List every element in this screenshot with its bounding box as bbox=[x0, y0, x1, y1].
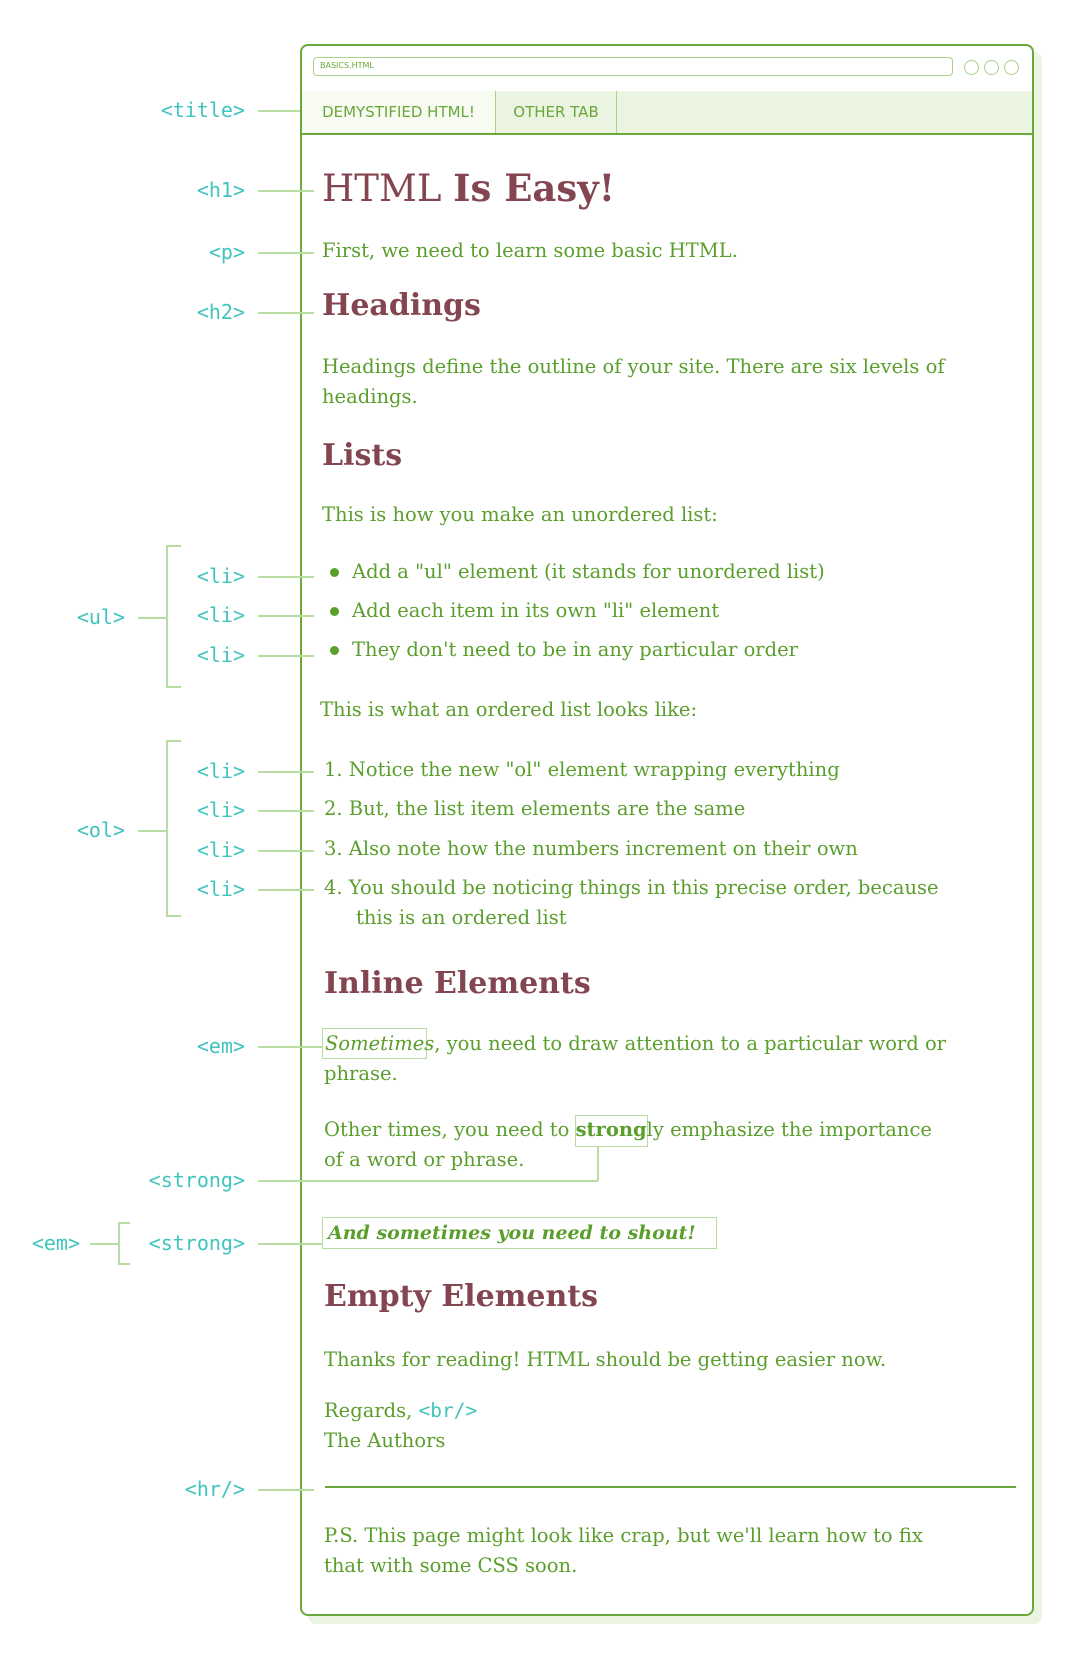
annotation-h1: <h1> bbox=[196, 178, 245, 202]
page-title-h1: HTML Is Easy! bbox=[322, 166, 615, 210]
connector-line bbox=[258, 110, 300, 112]
ul-bracket bbox=[166, 686, 181, 688]
em-bracket bbox=[118, 1263, 130, 1265]
ol-item-4: 4. You should be noticing things in this precise order, because bbox=[324, 876, 939, 899]
authors-text: The Authors bbox=[324, 1429, 446, 1452]
annotation-ul: <ul> bbox=[76, 605, 125, 629]
annotation-hr: <hr/> bbox=[184, 1477, 245, 1501]
ol-intro: This is what an ordered list looks like: bbox=[320, 698, 698, 721]
em-word: Sometimes bbox=[325, 1032, 435, 1055]
connector-line bbox=[597, 1147, 599, 1181]
annotation-li: <li> bbox=[196, 838, 245, 862]
annotation-li: <li> bbox=[196, 564, 245, 588]
annotation-li: <li> bbox=[196, 877, 245, 901]
url-bar[interactable]: BASICS.HTML bbox=[313, 57, 953, 76]
strong-pre: Other times, you need to bbox=[324, 1118, 576, 1141]
connector-line bbox=[258, 312, 314, 314]
annotation-em-outer: <em> bbox=[31, 1231, 80, 1255]
strong-paragraph-line1 bbox=[324, 1115, 932, 1145]
em-bracket bbox=[118, 1222, 130, 1224]
annotation-p: <p> bbox=[208, 240, 245, 264]
connector-line bbox=[258, 655, 314, 657]
heading-inline-elements: Inline Elements bbox=[324, 966, 591, 1001]
strong-paragraph-line2: of a word or phrase. bbox=[324, 1148, 525, 1171]
intro-paragraph: First, we need to learn some basic HTML. bbox=[322, 239, 738, 262]
minimize-circle-icon[interactable] bbox=[964, 60, 979, 75]
annotation-h2: <h2> bbox=[196, 300, 245, 324]
shout-text: And sometimes you need to shout! bbox=[328, 1222, 696, 1244]
connector-line bbox=[258, 1489, 314, 1491]
strong-post: ly emphasize the importance bbox=[646, 1118, 932, 1141]
annotation-strong-nested: <strong> bbox=[148, 1231, 245, 1255]
em-rest: , you need to draw attention to a particular word or bbox=[434, 1032, 947, 1055]
em-bracket bbox=[118, 1222, 120, 1264]
close-circle-icon[interactable] bbox=[1004, 60, 1019, 75]
thanks-text: Thanks for reading! HTML should be getting easier now. bbox=[324, 1348, 887, 1371]
ul-item-3: They don't need to be in any particular order bbox=[352, 638, 798, 661]
ps-line1: P.S. This page might look like crap, but we'll learn how to fix bbox=[324, 1524, 923, 1547]
connector-line bbox=[138, 830, 166, 832]
ol-item-4-continued: this is an ordered list bbox=[356, 906, 567, 929]
connector-line bbox=[258, 810, 314, 812]
annotation-em: <em> bbox=[196, 1034, 245, 1058]
connector-line bbox=[258, 1046, 322, 1048]
headings-text-line1: Headings define the outline of your site. There are six levels of bbox=[322, 355, 945, 378]
connector-line bbox=[258, 771, 314, 773]
annotation-li: <li> bbox=[196, 759, 245, 783]
connector-line bbox=[258, 1180, 598, 1182]
tab-bar bbox=[302, 91, 1032, 135]
ps-line2: that with some CSS soon. bbox=[324, 1554, 578, 1577]
tab-demystified-html[interactable]: DEMYSTIFIED HTML! bbox=[302, 91, 496, 133]
em-paragraph-line1 bbox=[325, 1029, 946, 1059]
ul-item-1: Add a "ul" element (it stands for unordered list) bbox=[352, 560, 825, 583]
annotation-li: <li> bbox=[196, 643, 245, 667]
bullet-icon bbox=[330, 607, 339, 616]
ul-bracket bbox=[166, 545, 181, 547]
connector-line bbox=[258, 850, 314, 852]
bullet-icon bbox=[330, 568, 339, 577]
ol-item-1: 1. Notice the new "ol" element wrapping everything bbox=[324, 758, 840, 781]
strong-word: strong bbox=[575, 1118, 647, 1141]
headings-text-line2: headings. bbox=[322, 385, 418, 408]
ol-item-3: 3. Also note how the numbers increment on their own bbox=[324, 837, 858, 860]
regards-text: Regards, bbox=[324, 1399, 413, 1422]
window-titlebar bbox=[302, 46, 1032, 93]
regards-line bbox=[324, 1396, 477, 1426]
ul-item-2: Add each item in its own "li" element bbox=[352, 599, 720, 622]
connector-line bbox=[258, 252, 314, 254]
tab-other[interactable]: OTHER TAB bbox=[496, 91, 617, 133]
annotation-li: <li> bbox=[196, 798, 245, 822]
connector-line bbox=[258, 615, 314, 617]
heading-empty-elements: Empty Elements bbox=[324, 1279, 599, 1314]
ol-item-2: 2. But, the list item elements are the same bbox=[324, 797, 746, 820]
heading-lists: Lists bbox=[322, 438, 403, 473]
annotation-strong: <strong> bbox=[148, 1168, 245, 1192]
browser-window bbox=[300, 44, 1034, 1616]
horizontal-rule bbox=[325, 1486, 1016, 1488]
em-paragraph-line2: phrase. bbox=[324, 1062, 398, 1085]
ol-bracket bbox=[166, 915, 181, 917]
connector-line bbox=[90, 1243, 118, 1245]
ul-intro: This is how you make an unordered list: bbox=[322, 503, 718, 526]
ol-bracket bbox=[166, 740, 181, 742]
connector-line bbox=[258, 1243, 322, 1245]
connector-line bbox=[258, 190, 314, 192]
annotation-ol: <ol> bbox=[76, 818, 125, 842]
connector-line bbox=[258, 576, 314, 578]
heading-headings: Headings bbox=[322, 288, 481, 323]
maximize-circle-icon[interactable] bbox=[984, 60, 999, 75]
annotation-li: <li> bbox=[196, 603, 245, 627]
bullet-icon bbox=[330, 646, 339, 655]
br-tag-label: <br/> bbox=[418, 1399, 478, 1422]
connector-line bbox=[258, 889, 314, 891]
annotation-title: <title> bbox=[160, 98, 245, 122]
